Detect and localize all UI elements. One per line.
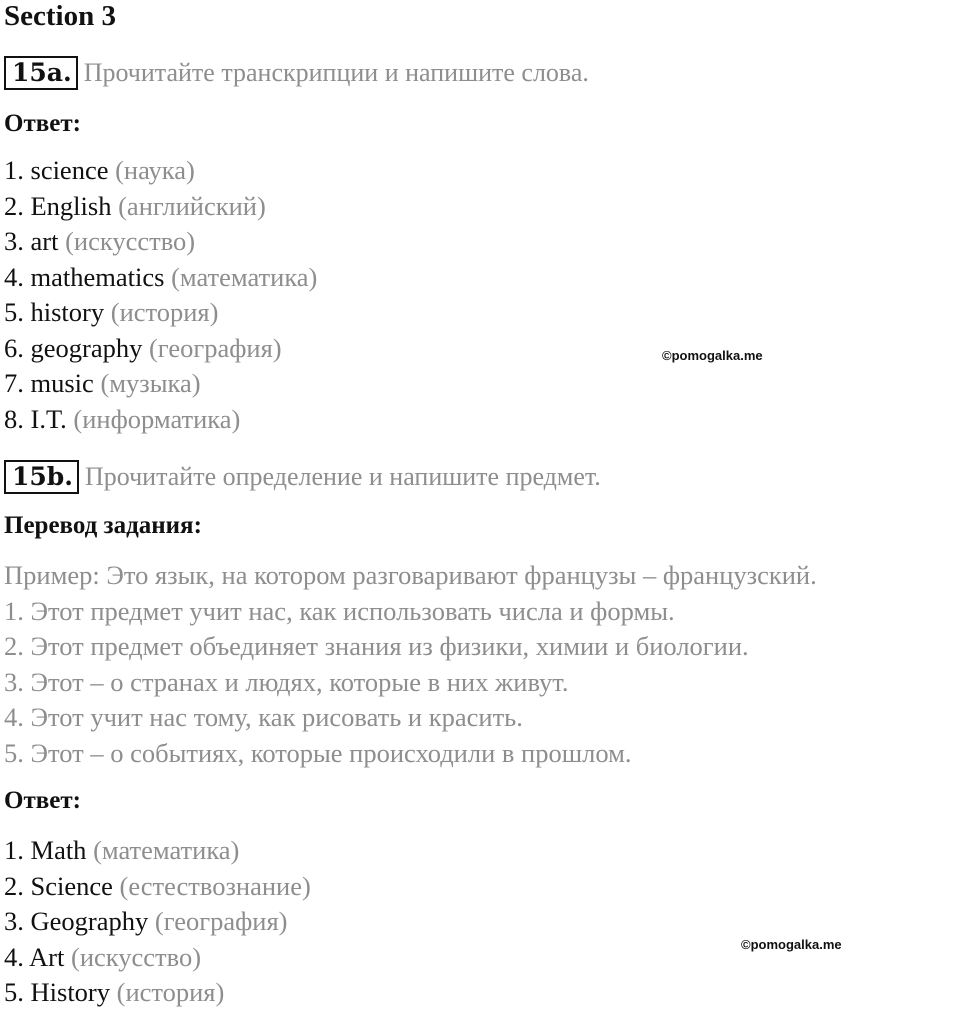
list-item: 6. geography (география) — [4, 332, 282, 363]
list-item: 3. Geography (география) — [4, 906, 288, 936]
list-item: 5. History (история) — [4, 977, 225, 1007]
task-number-15b: 15b. — [4, 460, 79, 494]
section-title: Section 3 — [4, 0, 116, 32]
list-item: 8. I.T. (информатика) — [4, 403, 241, 434]
answer-list-15b — [4, 833, 311, 1011]
list-item: Пример: Это язык, на котором разговаривают французы – французский. — [4, 560, 817, 590]
translation-list-15b — [4, 558, 817, 771]
task-15a — [4, 56, 589, 90]
answer-heading-15a: Ответ: — [4, 110, 81, 137]
list-item: 1. science (наука) — [4, 155, 195, 185]
task-instruction-15b: Прочитайте определение и напишите предмет. — [84, 462, 601, 491]
list-item: 4. mathematics (математика) — [4, 261, 318, 292]
task-instruction-15a: Прочитайте транскрипции и напишите слова. — [83, 58, 589, 87]
answer-list-15a — [4, 153, 317, 437]
list-item: 3. art (искусство) — [4, 226, 196, 256]
answer-heading-15b: Ответ: — [4, 787, 81, 814]
list-item: 2. Science (естествознание) — [4, 870, 311, 901]
list-item: 5. Этот – о событиях, которые происходили в прошлом. — [4, 737, 632, 768]
list-item: 1. Math (математика) — [4, 835, 240, 865]
watermark: ©pomogalka.me — [662, 348, 763, 363]
list-item: 4. Art (искусство) — [4, 941, 202, 972]
list-item: 2. English (английский) — [4, 190, 266, 221]
list-item: 5. history (история) — [4, 297, 219, 327]
task-number-15a: 15a. — [4, 56, 78, 90]
list-item: 7. music (музыка) — [4, 368, 201, 398]
translation-heading-15b: Перевод задания: — [4, 512, 202, 539]
watermark: ©pomogalka.me — [741, 937, 842, 952]
task-15b — [4, 460, 601, 494]
list-item: 1. Этот предмет учит нас, как использовать числа и формы. — [4, 595, 675, 626]
list-item: 3. Этот – о странах и людях, которые в них живут. — [4, 666, 569, 697]
list-item: 2. Этот предмет объединяет знания из физики, химии и биологии. — [4, 631, 749, 661]
list-item: 4. Этот учит нас тому, как рисовать и красить. — [4, 702, 523, 732]
